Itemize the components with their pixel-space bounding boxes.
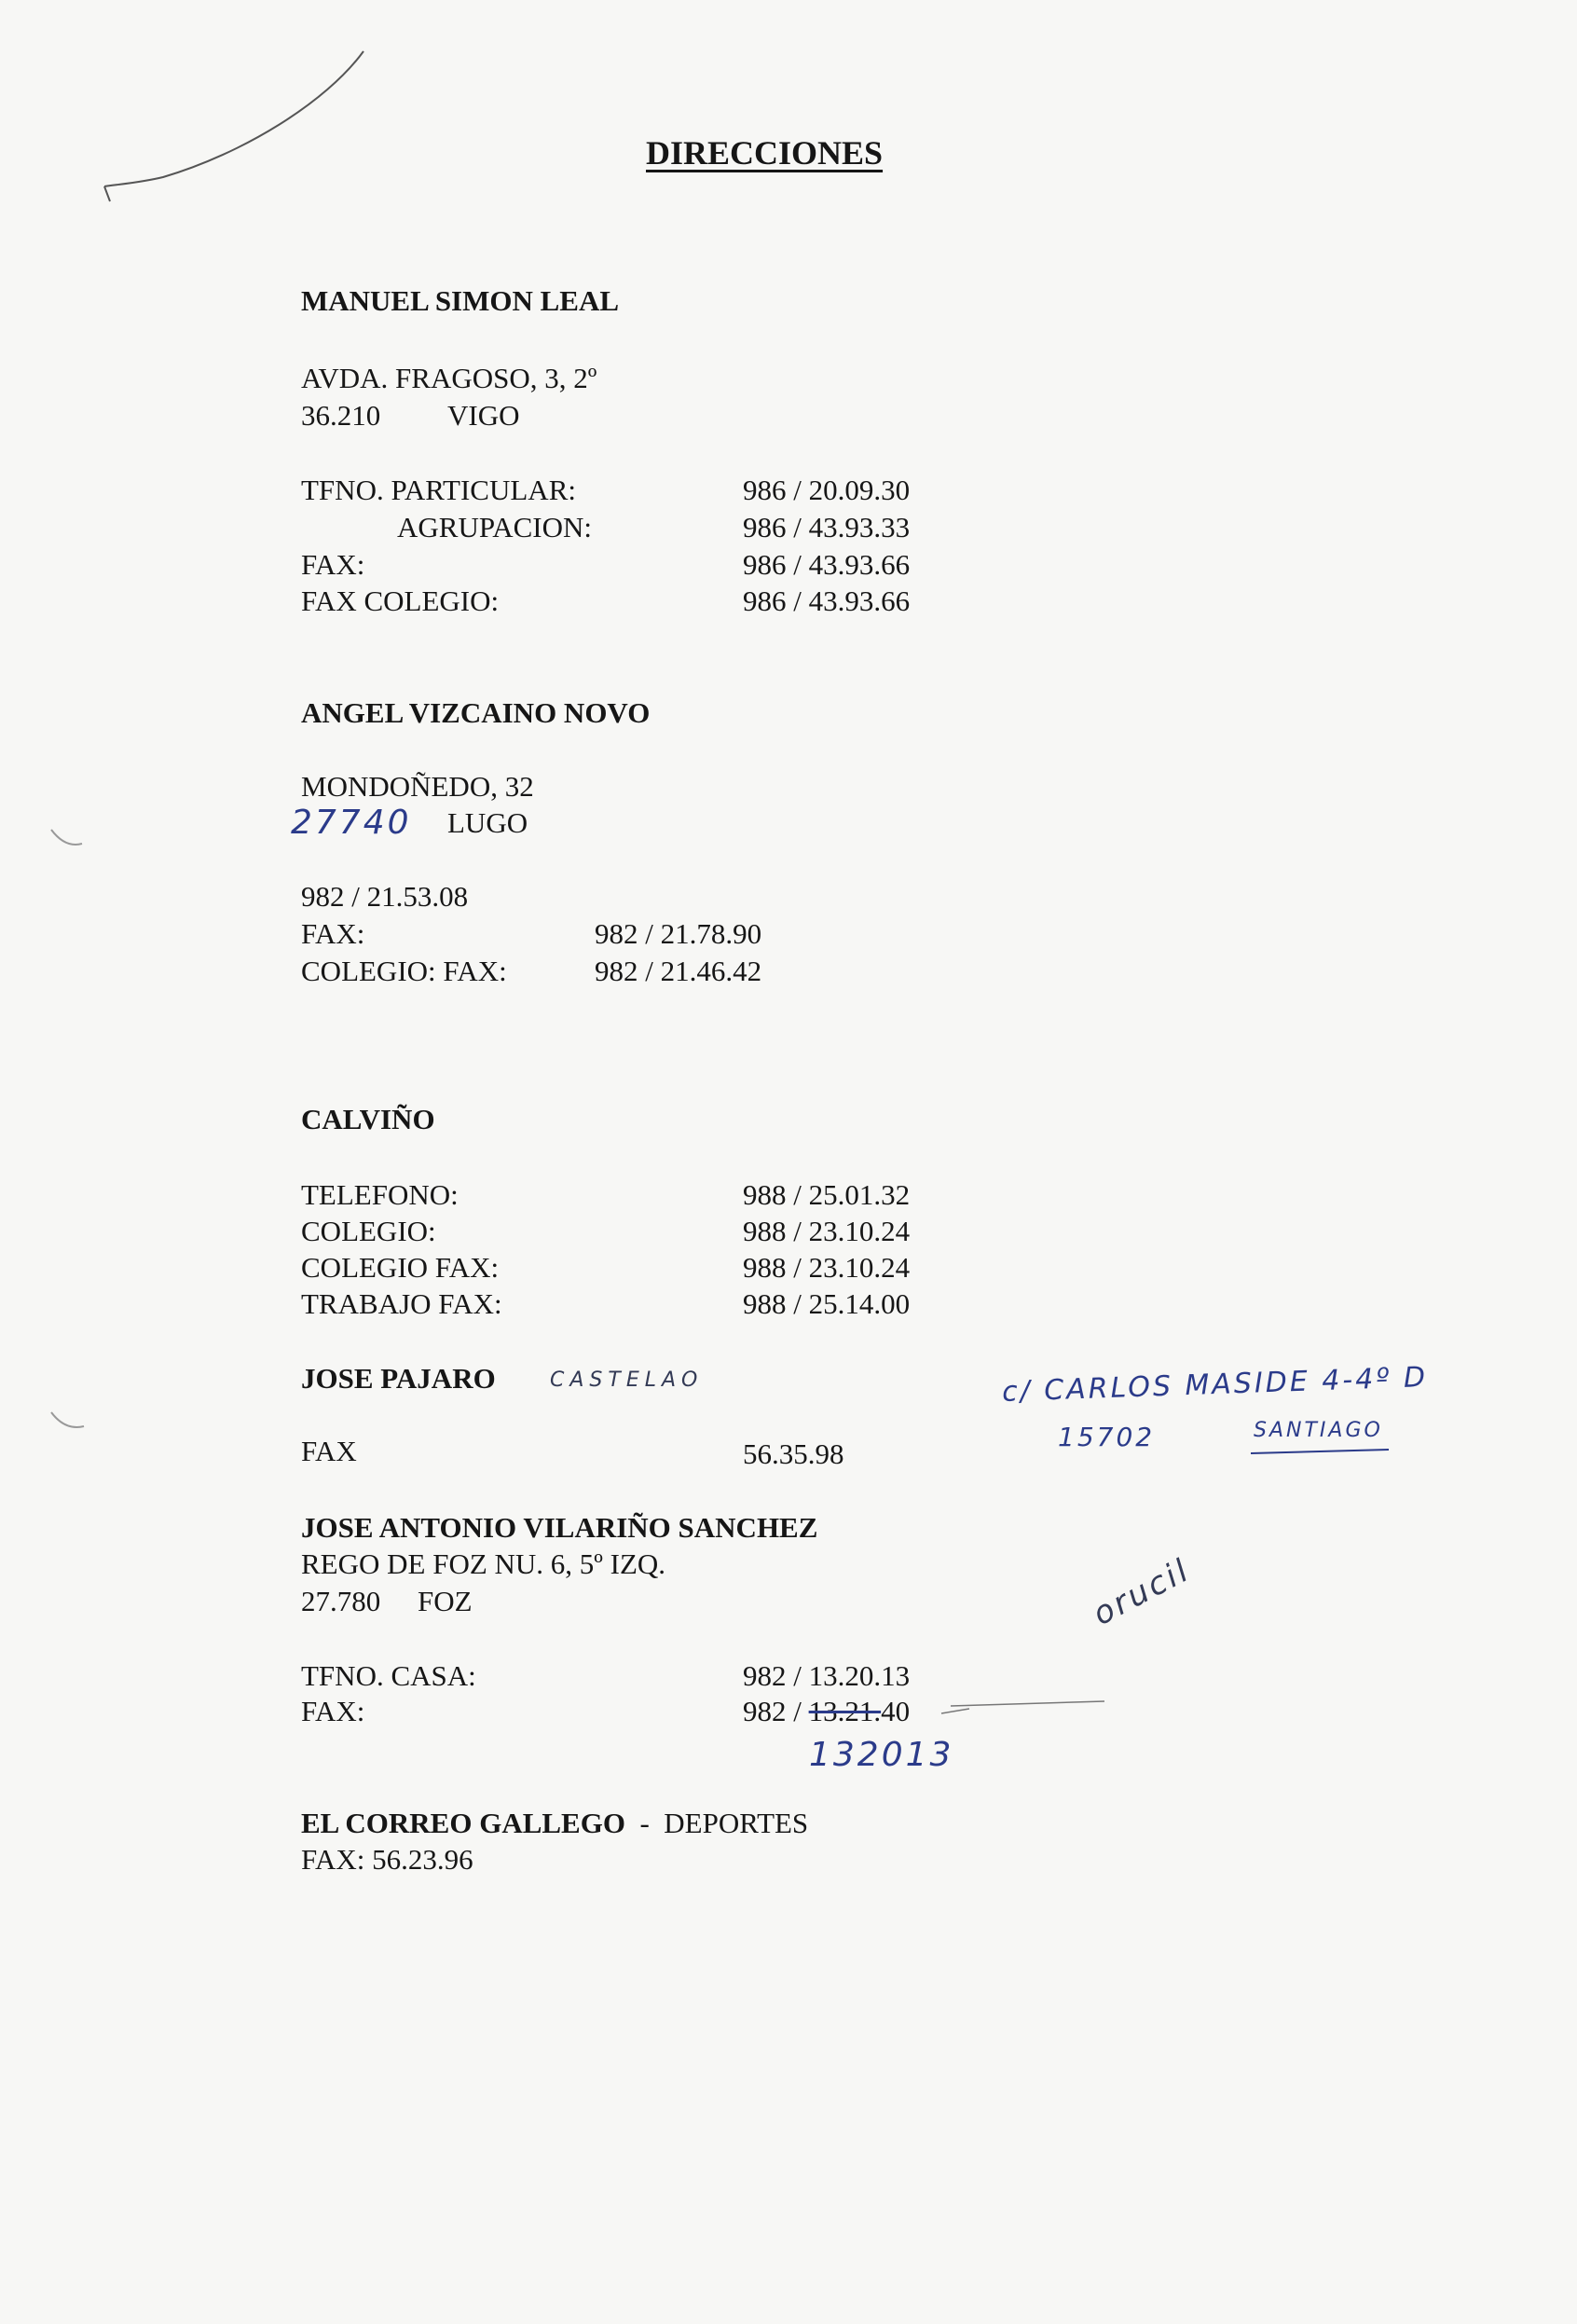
pen-stroke-top-left (104, 51, 363, 186)
pen-dash-right (951, 1701, 1104, 1706)
handwritten-note: CASTELAO (550, 1368, 704, 1392)
fax-label: FAX: (301, 1695, 365, 1727)
phone-value: 988 / 23.10.24 (743, 1215, 911, 1247)
page-title: DIRECCIONES (646, 134, 884, 172)
phone-value: 986 / 43.93.66 (743, 548, 911, 581)
postcode: 27.780 (301, 1585, 381, 1617)
phone-label: COLEGIO: (301, 1215, 436, 1247)
handwritten-note: orucil (1087, 1551, 1197, 1633)
phone-value: 986 / 43.93.66 (743, 584, 911, 617)
santiago-underline (1251, 1450, 1389, 1453)
fax-suffix: 40 (881, 1695, 911, 1727)
phone-label: TFNO. PARTICULAR: (301, 474, 576, 506)
phone-label: COLEGIO FAX: (301, 1251, 500, 1284)
fax-label: FAX: (301, 917, 365, 950)
margin-tick-1 (51, 830, 82, 845)
city: VIGO (447, 399, 520, 432)
contact-name: JOSE PAJARO (301, 1362, 496, 1395)
phone-label: TELEFONO: (301, 1178, 459, 1211)
city: FOZ (418, 1585, 473, 1617)
phone-value: 988 / 25.14.00 (743, 1287, 911, 1320)
fax-label: FAX (301, 1435, 357, 1467)
section-name: DEPORTES (664, 1807, 809, 1839)
fax-value: 982 / 21.46.42 (595, 955, 762, 987)
fax-prefix: 982 / (743, 1695, 809, 1727)
phone-label: AGRUPACION: (397, 511, 593, 543)
address-line: MONDOÑEDO, 32 (301, 770, 534, 803)
handwritten-postcode: 27740 (291, 804, 412, 842)
contact-name: MANUEL SIMON LEAL (301, 284, 620, 317)
fax-value (743, 1695, 910, 1728)
handwritten-postcode: 15702 (1058, 1422, 1156, 1452)
city: LUGO (447, 806, 528, 839)
margin-tick-2 (51, 1412, 84, 1427)
phone-value: 986 / 43.93.33 (743, 511, 911, 543)
fax-label: COLEGIO: FAX: (301, 955, 507, 987)
pen-arrow-fax (941, 1709, 969, 1713)
phone-label: TRABAJO FAX: (301, 1287, 502, 1320)
fax-line: FAX: 56.23.96 (301, 1843, 473, 1876)
contact-name: EL CORREO GALLEGO (301, 1807, 625, 1839)
contact-name: CALVIÑO (301, 1103, 435, 1135)
phone-label: FAX: (301, 548, 365, 581)
fax-value: 982 / 21.78.90 (595, 917, 762, 950)
struck-fax-digits: 13.21. (808, 1695, 882, 1727)
phone-label: FAX COLEGIO: (301, 584, 500, 617)
phone-value: 986 / 20.09.30 (743, 474, 911, 506)
phone-value: 982 / 13.20.13 (743, 1659, 911, 1692)
separator-dash: - (639, 1807, 650, 1839)
phone-label: TFNO. CASA: (301, 1659, 476, 1692)
contact-name: ANGEL VIZCAINO NOVO (301, 696, 651, 729)
phone-value: 988 / 23.10.24 (743, 1251, 911, 1284)
address-line: AVDA. FRAGOSO, 3, 2º (301, 362, 597, 394)
address-line: REGO DE FOZ NU. 6, 5º IZQ. (301, 1547, 666, 1580)
fax-value: 56.35.98 (743, 1437, 844, 1470)
phone-value: 988 / 25.01.32 (743, 1178, 911, 1211)
phone-value: 982 / 21.53.08 (301, 880, 469, 913)
handwritten-correction: 132013 (809, 1736, 954, 1774)
handwritten-address: c/ CARLOS MASIDE 4-4º D (1001, 1361, 1429, 1409)
contact-name: JOSE ANTONIO VILARIÑO SANCHEZ (301, 1511, 818, 1544)
postcode: 36.210 (301, 399, 381, 432)
handwritten-city: SANTIAGO (1254, 1419, 1383, 1442)
contact-name-line (301, 1807, 808, 1840)
pen-hook-top-left (104, 186, 110, 201)
